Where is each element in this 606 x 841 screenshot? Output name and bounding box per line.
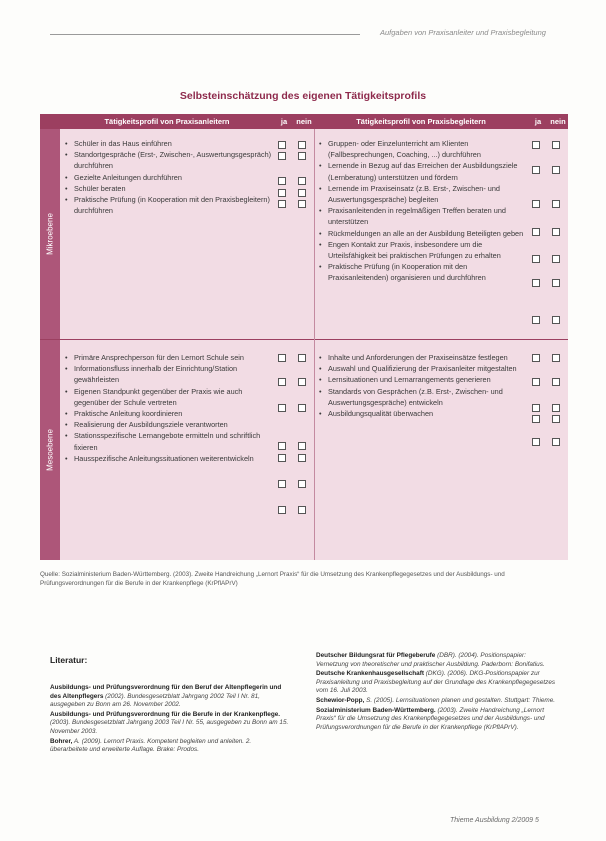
checkbox-ja[interactable] [278, 141, 286, 149]
checkbox-nein[interactable] [552, 279, 560, 287]
section-label-mikro: Mikroebene [40, 129, 60, 339]
header-corner [40, 114, 60, 129]
checkbox-ja[interactable] [532, 200, 540, 208]
checkbox-nein[interactable] [552, 141, 560, 149]
checkbox-ja[interactable] [532, 438, 540, 446]
checkbox-nein[interactable] [298, 506, 306, 514]
col-header-right: Tätigkeitsprofil von Praxisbegleitern [314, 114, 528, 129]
checkbox-nein[interactable] [552, 404, 560, 412]
checkbox-ja[interactable] [278, 454, 286, 462]
list-item: • Praktische Prüfung (in Kooperation mit den Praxisanleitenden) organisieren und durchführen [318, 261, 524, 283]
checkbox-ja[interactable] [532, 378, 540, 386]
list-item: • Lernende in Bezug auf das Erreichen der Ausbildungsziele (Lernberatung) unterstützen und fördern [318, 160, 524, 182]
checkbox-ja[interactable] [532, 404, 540, 412]
checkbox-nein[interactable] [298, 189, 306, 197]
checkbox-nein[interactable] [552, 255, 560, 263]
list-item: • Standards von Gesprächen (z.B. Erst-, Zwischen- und Auswertungsgespräche) entwickeln [318, 386, 524, 408]
checkbox-ja[interactable] [278, 177, 286, 185]
checkbox-ja[interactable] [532, 141, 540, 149]
checkbox-ja[interactable] [278, 200, 286, 208]
col-header-ja-right: ja [528, 114, 548, 129]
list-item: • Gruppen- oder Einzelunterricht am Klienten (Fallbesprechungen, Coaching, ...) durchführen [318, 138, 524, 160]
checkbox-nein[interactable] [298, 354, 306, 362]
list-item: • Inhalte und Anforderungen der Praxiseinsätze festlegen [318, 352, 524, 363]
list-item: • Praktische Anleitung koordinieren [64, 408, 272, 419]
checkbox-nein[interactable] [552, 200, 560, 208]
checkbox-ja[interactable] [278, 378, 286, 386]
reference-entry: Deutscher Bildungsrat für Pflegeberufe (DBR). (2004). Positionspapier: Vernetzung von theoretischer und praktischer Ausbildung. Paderborn: Bonifatius. [316, 652, 545, 668]
list-item: • Lernsituationen und Lernarrangements generieren [318, 374, 524, 385]
list-item: • Praktische Prüfung (in Kooperation mit den Praxisbegleitern) durchführen [64, 194, 272, 216]
column-divider [314, 129, 315, 560]
checkbox-nein[interactable] [552, 316, 560, 324]
list-item: • Schüler beraten [64, 183, 272, 194]
checkbox-nein[interactable] [552, 438, 560, 446]
checkbox-ja[interactable] [532, 166, 540, 174]
list-item: • Lernende im Praxiseinsatz (z.B. Erst-, Zwischen- und Auswertungsgespräche) begleiten [318, 183, 524, 205]
checkbox-ja[interactable] [532, 228, 540, 236]
checkbox-ja[interactable] [532, 316, 540, 324]
reference-entry: Sozialministerium Baden-Württemberg. (2003). Zweite Handreichung „Lernort Praxis“ für die Umsetzung des Krankenpflegegesetzes und der Ausbildungs- und Prüfungsverordnungen für die Berufe in der Krankenpflege (KrPflAPrV). [316, 706, 545, 731]
list-item: • Stationsspezifische Lernangebote ermitteln und schriftlich fixieren [64, 430, 272, 452]
checkbox-nein[interactable] [298, 378, 306, 386]
checkbox-ja[interactable] [278, 152, 286, 160]
list-item: • Rückmeldungen an alle an der Ausbildung Beteiligten geben [318, 228, 524, 239]
checkbox-ja[interactable] [532, 354, 540, 362]
section-label-meso: Mesoebene [40, 340, 60, 560]
checkbox-ja[interactable] [532, 255, 540, 263]
meso-right-list [318, 352, 524, 419]
reference-entry: Ausbildungs- und Prüfungsverordnung für die Berufe in der Krankenpflege. (2003). Bundesgesetzblatt Jahrgang 2003 Teil I Nr. 55, ausgegeben zu Bonn am 15. November 2003. [50, 710, 289, 735]
checkbox-nein[interactable] [552, 378, 560, 386]
list-item: • Realisierung der Ausbildungsziele verantworten [64, 419, 272, 430]
page-footer: Thieme Ausbildung 2/2009 5 [450, 817, 539, 824]
checkbox-nein[interactable] [298, 454, 306, 462]
section-divider [40, 339, 568, 340]
list-item: • Ausbildungsqualität überwachen [318, 408, 524, 419]
list-item: • Informationsfluss innerhalb der Einrichtung/Station gewährleisten [64, 363, 272, 385]
table-source: Quelle: Sozialministerium Baden-Württemberg. (2003). Zweite Handreichung „Lernort Praxis“ für die Umsetzung des Krankenpflegegesetzes und der Ausbildungs- und Prüfungsverordnungen für die Berufe in der Krankenpflege (KrPflAPrV) [40, 571, 505, 587]
reference-entry: Bohrer, A. (2009). Lernort Praxis. Kompetent begleiten und anleiten. 2. überarbeitete und erweiterte Auflage. Brake: Prodos. [50, 737, 252, 754]
checkbox-ja[interactable] [532, 279, 540, 287]
checkbox-ja[interactable] [278, 354, 286, 362]
references-right [316, 652, 560, 733]
list-item: • Gezielte Anleitungen durchführen [64, 172, 272, 183]
self-assessment-table [40, 114, 568, 560]
checkbox-nein[interactable] [552, 354, 560, 362]
checkbox-nein[interactable] [298, 200, 306, 208]
checkbox-nein[interactable] [552, 228, 560, 236]
col-header-left: Tätigkeitsprofil von Praxisanleitern [60, 114, 274, 129]
checkbox-nein[interactable] [298, 404, 306, 412]
checkbox-ja[interactable] [278, 506, 286, 514]
header-rule [50, 34, 360, 35]
reference-entry: Schewior-Popp, S. (2005). Lernsituationen planen und gestalten. Stuttgart: Thieme. [316, 696, 556, 704]
checkbox-ja[interactable] [278, 404, 286, 412]
references-left [50, 684, 290, 756]
col-header-nein-left: nein [294, 114, 314, 129]
reference-entry: Ausbildungs- und Prüfungsverordnung für den Beruf der Altenpflegerin und des Altenpflegers (2002). Bundesgesetzblatt Jahrgang 2002 Teil I Nr. 81, ausgegeben zu Bonn am 26. November 2002. [50, 684, 282, 709]
checkbox-ja[interactable] [532, 415, 540, 423]
list-item: • Standortgespräche (Erst-, Zwischen-, Auswertungsgespräch) durchführen [64, 149, 272, 171]
list-item: • Engen Kontakt zur Praxis, insbesondere um die Urteilsfähigkeit bei praktischen Prüfungen zu erhalten [318, 239, 524, 261]
col-header-nein-right: nein [548, 114, 568, 129]
checkbox-ja[interactable] [278, 189, 286, 197]
list-item: • Schüler in das Haus einführen [64, 138, 272, 149]
mikro-right-list [318, 138, 524, 284]
running-header: Aufgaben von Praxisanleiter und Praxisbegleitung [380, 28, 546, 37]
list-item: • Primäre Ansprechperson für den Lernort Schule sein [64, 352, 272, 363]
checkbox-nein[interactable] [552, 166, 560, 174]
checkbox-nein[interactable] [298, 141, 306, 149]
literature-heading: Literatur: [50, 655, 88, 665]
meso-left-list [64, 352, 272, 464]
list-item: • Praxisanleitenden in regelmäßigen Treffen beraten und unterstützen [318, 205, 524, 227]
checkbox-nein[interactable] [298, 442, 306, 450]
checkbox-ja[interactable] [278, 442, 286, 450]
page-title: Selbsteinschätzung des eigenen Tätigkeitsprofils [179, 90, 427, 102]
list-item: • Hausspezifische Anleitungssituationen weiterentwickeln [64, 453, 272, 464]
checkbox-nein[interactable] [298, 152, 306, 160]
list-item: • Eigenen Standpunkt gegenüber der Praxis wie auch gegenüber der Schule vertreten [64, 386, 272, 408]
checkbox-ja[interactable] [278, 480, 286, 488]
checkbox-nein[interactable] [298, 177, 306, 185]
mikro-left-list [64, 138, 272, 216]
checkbox-nein[interactable] [298, 480, 306, 488]
checkbox-nein[interactable] [552, 415, 560, 423]
reference-entry: Deutsche Krankenhausgesellschaft (DKG). (2006). DKG-Positionspapier zur Praxisanleitung und Praxisbegleitung auf der Grundlage des Krankenpflegegesetzes vom 16. Juli 2003. [316, 670, 556, 695]
list-item: • Auswahl und Qualifizierung der Praxisanleiter mitgestalten [318, 363, 524, 374]
col-header-ja-left: ja [274, 114, 294, 129]
